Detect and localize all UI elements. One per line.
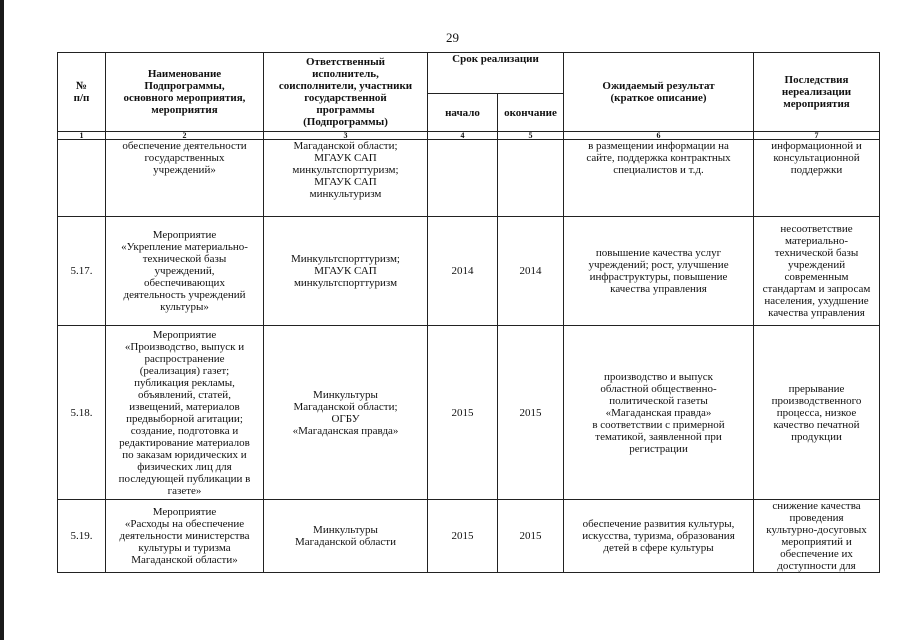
column-number: 7 [754,132,880,140]
row-responsible: Минкультспорттуризм; МГАУК САП минкультспорттуризм [264,217,428,326]
row-result: в размещении информации на сайте, поддержка контрактных специалистов и т.д. [564,140,754,217]
header-result: Ожидаемый результат (краткое описание) [564,53,754,132]
row-responsible: Минкультуры Магаданской области; ОГБУ «Магаданская правда» [264,326,428,500]
row-start: 2015 [428,500,498,573]
row-name: Мероприятие «Укрепление материально- технической базы учреждений, обеспечивающих деятельность учреждений культуры» [106,217,264,326]
header-consequence: Последствия нереализации мероприятия [754,53,880,132]
page-number: 29 [446,30,459,45]
header-end: окончание [498,94,564,132]
row-start: 2015 [428,326,498,500]
row-number: 5.17. [58,217,106,326]
row-start [428,140,498,217]
row-end: 2015 [498,500,564,573]
header-responsible: Ответственный исполнитель, соисполнители, участники государственной программы (Подпрограммы) [264,53,428,132]
row-name: Мероприятие «Производство, выпуск и распространение (реализация) газет; публикация рекламы, объявлений, статей, извещений, материалов предвыборной агитации; создание, подготовка и редактирование материалов по заказам юридических и физических лиц для последующей публикации в газете» [106,326,264,500]
page-edge-bar [0,0,4,640]
row-consequence: снижение качества проведения культурно-досуговых мероприятий и обеспечение их доступности для [754,500,880,573]
row-end [498,140,564,217]
row-consequence: прерывание производственного процесса, низкое качество печатной продукции [754,326,880,500]
row-result: обеспечение развития культуры, искусства, туризма, образования детей в сфере культуры [564,500,754,573]
row-consequence: несоответствие материально- технической базы учреждений современным стандартам и запросам населения, ухудшение качества управления [754,217,880,326]
table-row [58,140,880,217]
header-term: Срок реализации [428,53,564,94]
column-number: 2 [106,132,264,140]
row-result: производство и выпуск областной общественно- политической газеты «Магаданская правда» в соответствии с примерной тематикой, заявленной при регистрации [564,326,754,500]
table-row [58,500,880,573]
row-result: повышение качества услуг учреждений; рост, улучшение инфраструктуры, повышение качества управления [564,217,754,326]
row-number: 5.19. [58,500,106,573]
table-row [58,217,880,326]
header-name: Наименование Подпрограммы, основного мероприятия, мероприятия [106,53,264,132]
header-start: начало [428,94,498,132]
row-name: обеспечение деятельности государственных учреждений» [106,140,264,217]
row-name: Мероприятие «Расходы на обеспечение деятельности министерства культуры и туризма Магаданской области» [106,500,264,573]
row-responsible: Минкультуры Магаданской области [264,500,428,573]
program-table [57,52,880,573]
column-number: 6 [564,132,754,140]
column-number: 1 [58,132,106,140]
column-number: 5 [498,132,564,140]
header-number: № п/п [58,53,106,132]
row-responsible: Магаданской области; МГАУК САП минкультспорттуризм; МГАУК САП минкультуризм [264,140,428,217]
row-end: 2014 [498,217,564,326]
row-end: 2015 [498,326,564,500]
row-consequence: информационной и консультационной поддержки [754,140,880,217]
column-number: 3 [264,132,428,140]
table-row [58,326,880,500]
column-number: 4 [428,132,498,140]
row-number: 5.18. [58,326,106,500]
row-start: 2014 [428,217,498,326]
row-number [58,140,106,217]
